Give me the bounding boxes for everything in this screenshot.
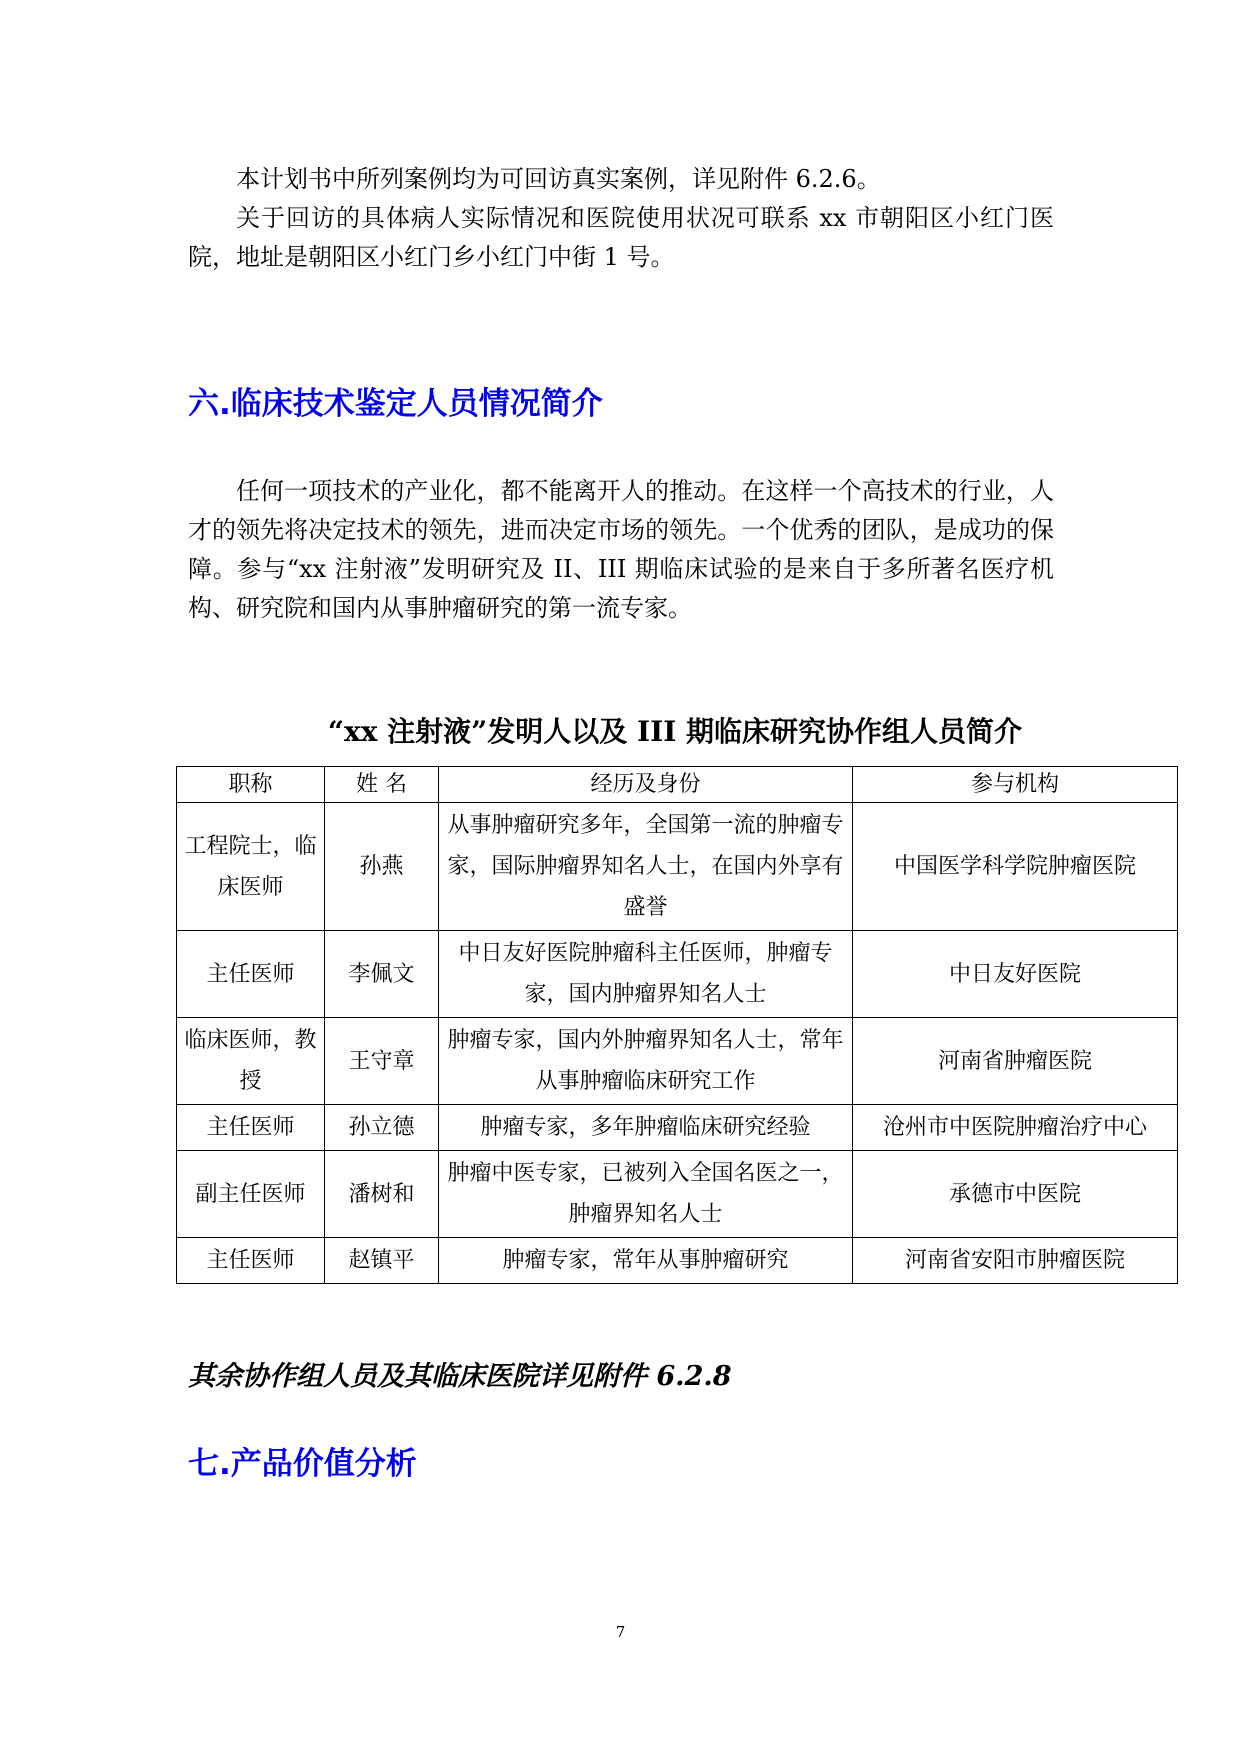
cell-institution: 沧州市中医院肿瘤治疗中心	[853, 1105, 1178, 1151]
section-7-heading: 七.产品价值分析	[188, 1446, 417, 1482]
appendix-note: 其余协作组人员及其临床医院详见附件 6.2.8	[188, 1361, 732, 1392]
table-title: “xx 注射液”发明人以及 III 期临床研究协作组人员简介	[327, 715, 1023, 748]
cell-title: 副主任医师	[177, 1151, 325, 1238]
cell-name: 赵镇平	[325, 1238, 439, 1284]
cell-title: 主任医师	[177, 931, 325, 1018]
table-row	[177, 1018, 1178, 1105]
table-row	[177, 1151, 1178, 1238]
cell-name: 王守章	[325, 1018, 439, 1105]
header-name: 姓 名	[325, 767, 439, 803]
section-6-heading: 六.临床技术鉴定人员情况简介	[188, 386, 603, 422]
table-row	[177, 1238, 1178, 1284]
table-row	[177, 803, 1178, 931]
cell-title: 主任医师	[177, 1238, 325, 1284]
cell-institution: 河南省安阳市肿瘤医院	[853, 1238, 1178, 1284]
section-6-paragraph: 任何一项技术的产业化，都不能离开人的推动。在这样一个高技术的行业，人才的领先将决定技术的领先，进而决定市场的领先。一个优秀的团队，是成功的保障。参与“xx 注射液”发明研究及 II、III 期临床试验的是来自于多所著名医疗机构、研究院和国内从事肿瘤研究的第一流专家。	[188, 477, 1054, 622]
table-row	[177, 931, 1178, 1018]
cell-title: 主任医师	[177, 1105, 325, 1151]
staff-table	[176, 766, 1178, 1284]
table-row	[177, 1105, 1178, 1151]
cell-institution: 承德市中医院	[853, 1151, 1178, 1238]
cell-institution: 河南省肿瘤医院	[853, 1018, 1178, 1105]
page-number: 7	[615, 1623, 626, 1641]
cell-background: 肿瘤专家，常年从事肿瘤研究	[439, 1238, 853, 1284]
cell-institution: 中日友好医院	[853, 931, 1178, 1018]
cell-title: 工程院士，临床医师	[177, 803, 325, 931]
cell-background: 肿瘤专家，多年肿瘤临床研究经验	[439, 1105, 853, 1151]
cell-name: 潘树和	[325, 1151, 439, 1238]
cell-title: 临床医师，教授	[177, 1018, 325, 1105]
cell-background: 从事肿瘤研究多年，全国第一流的肿瘤专家，国际肿瘤界知名人士，在国内外享有盛誉	[439, 803, 853, 931]
header-institution: 参与机构	[853, 767, 1178, 803]
cell-background: 中日友好医院肿瘤科主任医师，肿瘤专家，国内肿瘤界知名人士	[439, 931, 853, 1018]
cell-name: 李佩文	[325, 931, 439, 1018]
header-title: 职称	[177, 767, 325, 803]
intro-paragraph-2: 关于回访的具体病人实际情况和医院使用状况可联系 xx 市朝阳区小红门医院，地址是朝阳区小红门乡小红门中街 1 号。	[188, 204, 1054, 271]
intro-paragraph-1: 本计划书中所列案例均为可回访真实案例，详见附件 6.2.6。	[236, 165, 881, 193]
cell-institution: 中国医学科学院肿瘤医院	[853, 803, 1178, 931]
cell-name: 孙立德	[325, 1105, 439, 1151]
cell-background: 肿瘤专家，国内外肿瘤界知名人士，常年从事肿瘤临床研究工作	[439, 1018, 853, 1105]
cell-name: 孙燕	[325, 803, 439, 931]
table-header-row	[177, 767, 1178, 803]
header-background: 经历及身份	[439, 767, 853, 803]
cell-background: 肿瘤中医专家，已被列入全国名医之一，肿瘤界知名人士	[439, 1151, 853, 1238]
